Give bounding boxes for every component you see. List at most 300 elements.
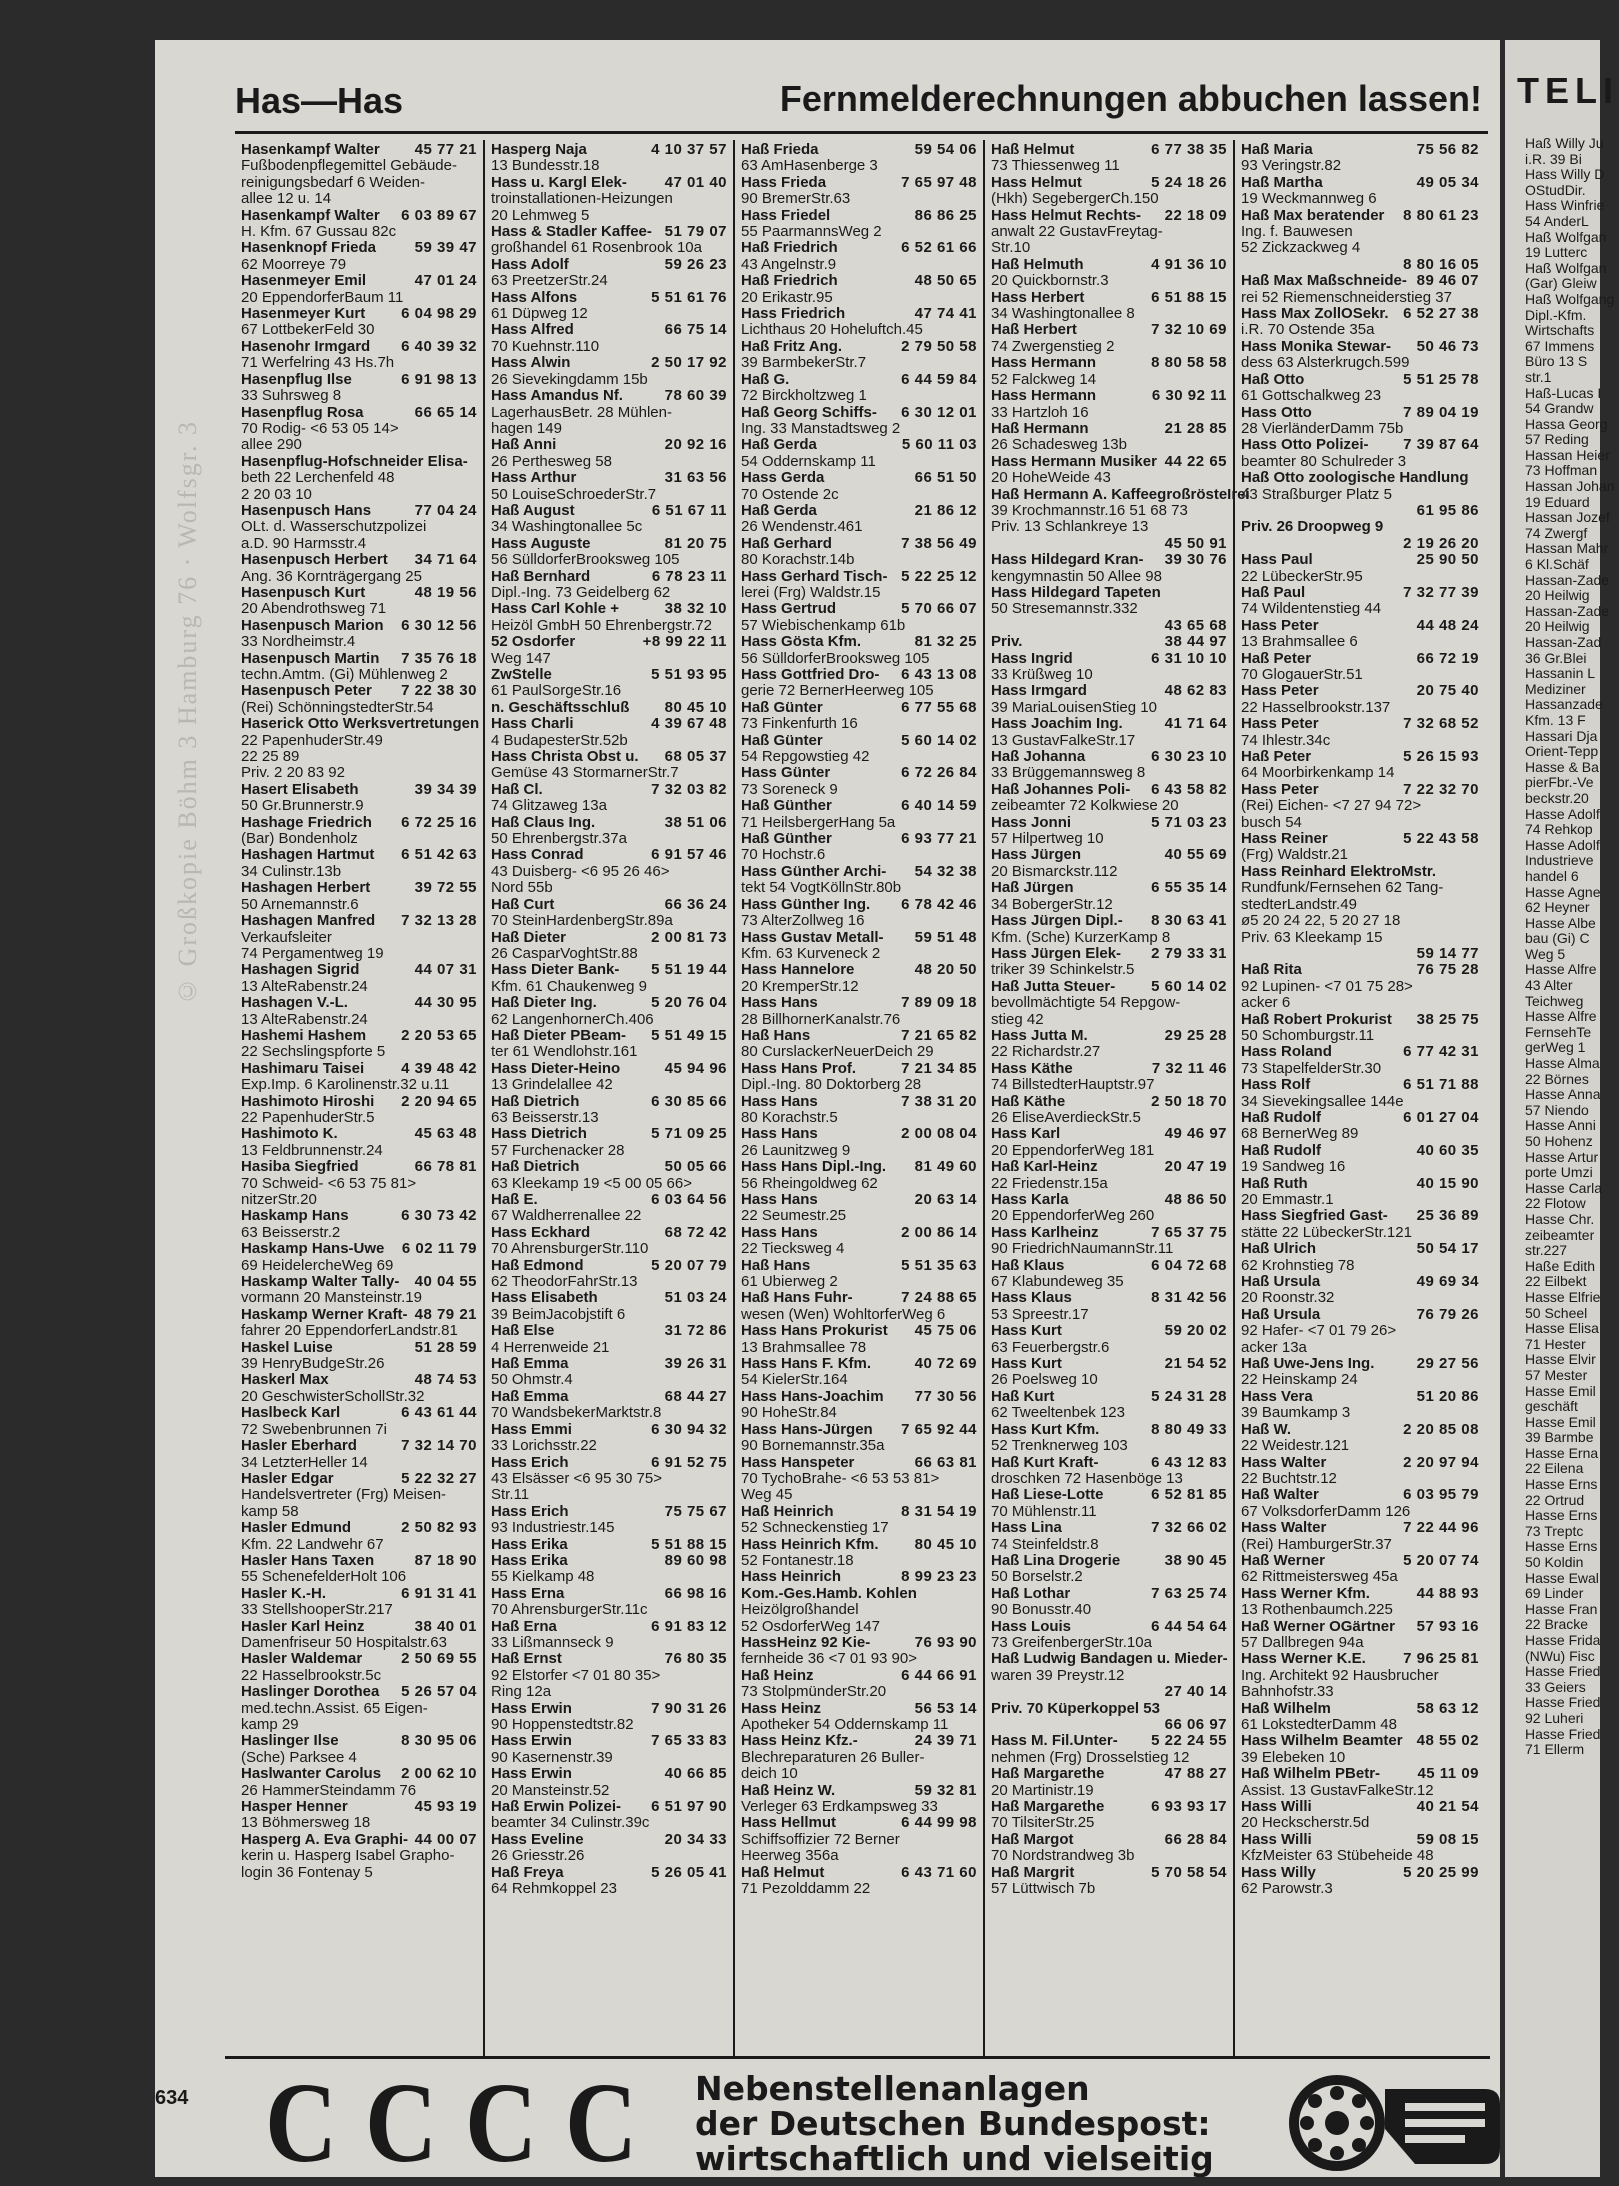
listing-name: Haß Johannes Poli- <box>991 780 1131 798</box>
listing-name: Haß Freya <box>491 1863 564 1881</box>
adjacent-page-line: Industrieve <box>1525 852 1594 869</box>
listing-detail: 20 Quickbornstr.3 <box>991 272 1109 290</box>
listing-entry <box>241 1340 477 1373</box>
listing-name: Hasenpflug-Hofschneider Elisa- <box>241 452 468 470</box>
listing-name: Haß Edmond <box>491 1256 584 1274</box>
listing-entry <box>1241 683 1479 716</box>
adjacent-page-line: (NWu) Fisc <box>1525 1647 1595 1664</box>
listing-entry <box>241 1094 477 1127</box>
listing-phone-number: 39 72 55 <box>414 879 477 897</box>
listing-name: Haß Maria <box>1241 141 1313 158</box>
listing-entry <box>241 552 477 585</box>
listing-phone-number: 6 01 27 04 <box>1403 1108 1479 1126</box>
listing-phone-number: 5 22 32 27 <box>401 1469 477 1487</box>
adjacent-page-line: 50 Scheel <box>1525 1304 1588 1321</box>
listing-detail: H. Kfm. 67 Gussau 82c <box>241 223 397 241</box>
listing-detail: acker 6 <box>1241 994 1291 1012</box>
adjacent-page-line: Orient-Tepp <box>1525 743 1599 760</box>
listing-detail: 63 AmHasenberge 3 <box>741 157 878 175</box>
listing-detail: 26 Perthesweg 58 <box>491 452 612 470</box>
listing-detail: 43 Duisberg- <6 95 26 46> <box>491 862 670 880</box>
listing-detail: 22 Hasselbrookstr.5c <box>241 1666 382 1684</box>
listing-detail: 50 Ohmstr.4 <box>491 1371 573 1389</box>
listing-entry <box>991 1619 1227 1652</box>
listing-phone-number: 5 22 24 55 <box>1151 1732 1227 1750</box>
listing-name: Haß Wilhelm <box>1241 1699 1331 1717</box>
listing-phone-number: 6 91 31 41 <box>401 1584 477 1602</box>
listing-phone-number: 6 77 42 31 <box>1403 1043 1479 1061</box>
listing-entry <box>241 339 477 372</box>
adjacent-page-line: 62 Heyner <box>1525 899 1590 916</box>
listing-name: Hass Otto <box>1241 403 1312 421</box>
listing-phone-number: 2 00 81 73 <box>651 928 727 946</box>
listing-name: Haß Helmuth <box>991 255 1084 273</box>
listing-detail: 26 Griesstr.26 <box>491 1847 585 1865</box>
listing-detail: busch 54 <box>1241 813 1302 831</box>
ad-letter: C <box>565 2058 638 2186</box>
listing-name: Haß Lothar <box>991 1584 1071 1602</box>
listing-entry <box>991 1061 1227 1094</box>
adjacent-page-line: Büro 13 S <box>1525 353 1588 370</box>
listing-name: Hass Erich <box>491 1502 569 1520</box>
listing-name: Hasler K.-H. <box>241 1584 327 1602</box>
listing-name: Hass Hildegard Tapeten <box>991 583 1161 601</box>
listing-entry <box>991 421 1227 454</box>
listing-detail: Priv. 13 Schlankreye 13 <box>991 518 1149 536</box>
listing-phone-number: 6 93 77 21 <box>901 830 977 848</box>
listing-name: Hass Karla <box>991 1191 1069 1208</box>
listing-phone-number: 7 32 66 02 <box>1151 1519 1227 1537</box>
listing-entry <box>741 634 977 667</box>
listing-detail: 73 Soreneck 9 <box>741 780 838 798</box>
listing-detail: 33 StellshooperStr.217 <box>241 1601 393 1619</box>
listing-entry <box>741 536 977 569</box>
listing-name: Haß Hermann <box>991 419 1089 437</box>
adjacent-page-line: zeibeamter <box>1525 1226 1595 1243</box>
listing-detail: (Bar) Bondenholz <box>241 830 358 848</box>
listing-entry <box>741 1865 977 1898</box>
listing-name: Hass Heinrich <box>741 1568 842 1586</box>
listing-name: Hasenkampf Walter <box>241 206 380 224</box>
listing-name: Haß August <box>491 501 575 519</box>
listing-phone-number: 78 60 39 <box>664 387 727 405</box>
listing-detail: 62 Parowstr.3 <box>1241 1880 1333 1898</box>
listing-phone-number: 49 05 34 <box>1416 173 1479 191</box>
listing-phone-number: 6 51 71 88 <box>1403 1076 1479 1094</box>
listing-detail: waren 39 Preystr.12 <box>991 1666 1125 1684</box>
listing-detail: 50 Schomburgstr.11 <box>1241 1026 1375 1044</box>
adjacent-page-line: Haß Wolfgan <box>1525 228 1607 245</box>
listing-phone-number <box>1223 1701 1227 1717</box>
listing-name: Hasenmeyer Emil <box>241 272 367 290</box>
adjacent-page-line: Mediziner <box>1525 680 1586 697</box>
listing-phone-number: 38 90 45 <box>1164 1551 1227 1569</box>
listing-name: Haß Margarethe <box>991 1798 1105 1816</box>
listing-entry <box>241 208 477 241</box>
listing-name: Haß Emma <box>491 1355 569 1373</box>
listing-name: n. Geschäftsschluß <box>491 698 630 716</box>
listing-detail: Ing. f. Bauwesen <box>1241 223 1353 241</box>
listing-detail: 57 Furchenacker 28 <box>491 1141 625 1159</box>
listing-entry <box>1241 1143 1479 1176</box>
listing-name: Hass Reinhard ElektroMstr. <box>1241 862 1437 880</box>
listing-entry <box>1241 273 1479 306</box>
ad-line: Nebenstellenanlagen <box>695 2069 1090 2108</box>
listing-phone-number: 7 65 97 48 <box>901 173 977 191</box>
listing-name: Haß Georg Schiffs- <box>741 403 877 421</box>
listing-detail: 70 Kuehnstr.110 <box>491 337 600 355</box>
listing-detail: 20 Erikastr.95 <box>741 288 833 306</box>
listing-phone-number: 48 62 83 <box>1164 682 1227 700</box>
listing-entry <box>991 322 1227 355</box>
listing-name: Hasler Waldemar <box>241 1650 363 1668</box>
adjacent-page-line: i.R. 39 Bi <box>1525 150 1582 167</box>
listing-name: Hasperg A. Eva Graphi- <box>241 1830 408 1848</box>
ad-letter: C <box>265 2058 338 2186</box>
listing-detail: 67 VolksdorferDamm 126 <box>1241 1502 1411 1520</box>
listing-name: Hass Hannelore <box>741 961 855 979</box>
listing-detail: kengymnastin 50 Allee 98 <box>991 567 1162 585</box>
listing-entry <box>1241 1110 1479 1143</box>
listing-entry <box>991 388 1227 421</box>
adjacent-page-line: Hasse Erns <box>1525 1476 1598 1493</box>
listing-name: Hass Eckhard <box>491 1223 591 1241</box>
listing-entry <box>241 1438 477 1471</box>
listing-entry <box>241 1061 477 1094</box>
listing-entry <box>991 1651 1227 1684</box>
listing-phone-number: 7 22 38 30 <box>401 682 477 700</box>
adjacent-page-line: Hasse Elisa <box>1525 1320 1599 1337</box>
listing-column-3 <box>735 140 985 2058</box>
listing-entry <box>491 1701 727 1734</box>
listing-entry <box>491 1356 727 1389</box>
listing-entry <box>491 569 727 602</box>
listing-name: Haß W. <box>1241 1420 1292 1438</box>
listing-name: Haß Dieter Ing. <box>491 994 597 1012</box>
listing-phone-number: 39 34 39 <box>414 780 477 798</box>
listing-phone-number: 7 32 03 82 <box>651 780 727 798</box>
listing-entry <box>741 798 977 831</box>
adjacent-page-line: Hassan Jozef <box>1525 509 1610 526</box>
listing-column-5 <box>1235 140 1485 2058</box>
listing-name: Hass Erwin <box>491 1699 572 1717</box>
listing-name: Hass Hermann <box>991 354 1097 372</box>
listing-detail: 43 Elsässer <6 95 30 75> <box>491 1469 662 1487</box>
listing-phone-number: 6 51 88 15 <box>1151 288 1227 306</box>
listing-phone-number: 40 66 85 <box>664 1765 727 1783</box>
listing-phone-number: 6 44 99 98 <box>901 1814 977 1832</box>
listing-entry <box>991 1356 1227 1389</box>
listing-phone-number: 7 22 32 70 <box>1403 780 1479 798</box>
listing-name: Hass Friedrich <box>741 305 846 323</box>
listing-entry <box>991 175 1227 208</box>
listing-name: Haß Heinz W. <box>741 1781 836 1799</box>
listing-phone-number: 87 18 90 <box>414 1551 477 1569</box>
listing-name: Hass Jürgen Dipl.- <box>991 912 1123 930</box>
listing-phone-number: 7 65 92 44 <box>901 1420 977 1438</box>
listing-phone-number: 43 65 68 <box>1164 616 1227 634</box>
listing-detail: 92 Hafer- <7 01 79 26> <box>1241 1322 1397 1340</box>
listing-column-2 <box>485 140 735 2058</box>
listing-name: Haß Cl. <box>491 780 543 798</box>
listing-name: Hass Vera <box>1241 1387 1313 1405</box>
listing-entry <box>491 1323 727 1356</box>
listing-phone-number: 61 95 86 <box>1416 501 1479 519</box>
listing-entry <box>491 749 727 782</box>
listing-entry <box>741 1126 977 1159</box>
listing-detail: 20 Abendrothsweg 71 <box>241 600 387 618</box>
listing-detail: 22 Sechslingspforte 5 <box>241 1043 386 1061</box>
listing-detail: 74 Zwergenstieg 2 <box>991 337 1115 355</box>
listing-name: Hass Herbert <box>991 288 1085 306</box>
listing-detail: 26 HammerSteindamm 76 <box>241 1781 417 1799</box>
listing-entry <box>741 306 977 339</box>
listing-entry <box>991 257 1227 290</box>
listing-phone-number: +8 99 22 11 <box>642 633 727 651</box>
listing-detail: 50 LouiseSchroederStr.7 <box>491 485 657 503</box>
listing-detail: beamter 80 Schulreder 3 <box>1241 452 1407 470</box>
listing-detail: Dipl.-Ing. 73 Geidelberg 62 <box>491 583 671 601</box>
listing-phone-number: 6 40 14 59 <box>901 797 977 815</box>
listing-phone-number: 50 54 17 <box>1416 1240 1479 1258</box>
listing-phone-number: 51 03 24 <box>664 1289 727 1307</box>
listing-entry <box>1241 1701 1479 1734</box>
listing-phone-number: 2 20 94 65 <box>401 1092 477 1110</box>
listing-detail: 4 Herrenweide 21 <box>491 1338 610 1356</box>
adjacent-page-line: 74 Zwergf <box>1525 524 1588 541</box>
listing-entry <box>991 1832 1227 1865</box>
listing-detail: med.techn.Assist. 65 Eigen- <box>241 1699 428 1717</box>
listing-detail: 19 Weckmannweg 6 <box>1241 190 1377 208</box>
listing-columns <box>235 140 1485 2058</box>
listing-entry <box>1241 962 1479 1011</box>
listing-entry <box>241 715 480 782</box>
listing-detail: 62 Tweeltenbek 123 <box>991 1404 1125 1422</box>
listing-detail: 56 SülldorferBrooksweg 105 <box>491 551 680 569</box>
listing-detail: 64 Moorbirkenkamp 14 <box>1241 764 1395 782</box>
listing-phone-number: 20 92 16 <box>664 436 727 454</box>
listing-column-1 <box>235 140 485 2058</box>
adjacent-page-line: 73 Treptc <box>1525 1522 1584 1539</box>
listing-name: Hass Frieda <box>741 173 827 191</box>
listing-phone-number: 45 50 91 <box>1164 534 1227 552</box>
listing-entry <box>991 1766 1227 1799</box>
listing-detail: 33 Brüggemannsweg 8 <box>991 764 1146 782</box>
listing-detail: 13 Feldbrunnenstr.24 <box>241 1141 383 1159</box>
listing-entry <box>741 339 977 372</box>
listing-entry <box>1241 1455 1479 1488</box>
listing-detail: 69 HeidelercheWeg 69 <box>241 1256 394 1274</box>
listing-detail: (Rei) HamburgerStr.37 <box>1241 1535 1392 1553</box>
listing-phone-number: 40 04 55 <box>414 1273 477 1291</box>
ad-line: wirtschaftlich und vielseitig <box>695 2139 1214 2178</box>
adjacent-page-line: pierFbr.-Ve <box>1525 774 1594 791</box>
listing-phone-number <box>473 454 477 470</box>
listing-phone-number: 75 75 67 <box>664 1502 727 1520</box>
listing-entry <box>741 142 977 175</box>
listing-entry <box>491 1422 727 1455</box>
listing-name: Haß Günther <box>741 830 832 848</box>
listing-detail: 70 Nordstrandweg 3b <box>991 1847 1135 1865</box>
listing-phone-number: 66 65 14 <box>414 403 477 421</box>
listing-name: Hasert Elisabeth <box>241 780 359 798</box>
listing-name: Hass Rolf <box>1241 1076 1311 1094</box>
adjacent-page-line: beckstr.20 <box>1525 789 1589 806</box>
listing-detail: 33 Lorichsstr.22 <box>491 1437 597 1455</box>
adjacent-page-line: 54 AnderL <box>1525 212 1589 229</box>
listing-detail: 74 Wildentenstieg 44 <box>1241 600 1382 618</box>
listing-phone-number: 6 40 39 32 <box>401 337 477 355</box>
listing-detail: 34 BobergerStr.12 <box>991 895 1113 913</box>
listing-entry <box>491 1832 727 1865</box>
listing-detail: 26 Launitzweg 9 <box>741 1141 851 1159</box>
listing-phone-number: 76 80 35 <box>664 1650 727 1668</box>
listing-name: Haslbeck Karl <box>241 1404 341 1422</box>
listing-detail: a.D. 90 Harmsstr.4 <box>241 534 367 552</box>
adjacent-page-line: Hasse Elfrie <box>1525 1288 1601 1305</box>
listing-phone-number: 7 90 31 26 <box>651 1699 727 1717</box>
listing-name: Haß Wilhelm PBetr- <box>1241 1765 1381 1783</box>
listing-phone-number: 2 20 85 08 <box>1403 1420 1479 1438</box>
listing-name: Hass Hans Prokurist <box>741 1322 888 1340</box>
adjacent-page-line: 71 Ellerm <box>1525 1741 1585 1758</box>
listing-detail: rei 52 Riemenschneiderstieg 37 <box>1241 288 1452 306</box>
listing-detail: 13 Böhmersweg 18 <box>241 1814 371 1832</box>
listing-detail: stätte 22 LübeckerStr.121 <box>1241 1223 1412 1241</box>
listing-phone-number: 6 30 73 42 <box>401 1207 477 1225</box>
listing-phone-number: 6 02 11 79 <box>401 1240 477 1258</box>
listing-detail: 13 Grindelallee 42 <box>491 1076 613 1094</box>
listing-detail: 73 StolpmünderStr.20 <box>741 1683 887 1701</box>
listing-phone-number: 29 25 28 <box>1164 1026 1227 1044</box>
ad-text <box>695 2071 1214 2176</box>
listing-name: Hass Günter <box>741 764 831 782</box>
adjacent-page-line: Hasse Anna <box>1525 1086 1601 1103</box>
listing-entry <box>741 470 977 503</box>
listing-entry <box>741 1668 977 1701</box>
listing-name: Hass Peter <box>1241 682 1319 700</box>
listing-phone-number: 39 30 76 <box>1164 551 1227 569</box>
listing-detail: 20 Mansteinstr.52 <box>491 1781 610 1799</box>
listing-name: Hasenpusch Hans <box>241 501 372 519</box>
listing-phone-number: 22 18 09 <box>1164 206 1227 224</box>
listing-phone-number: 56 53 14 <box>914 1699 977 1717</box>
listing-entry <box>491 847 727 896</box>
listing-name: Hasler Edgar <box>241 1469 334 1487</box>
listing-phone-number: 76 79 26 <box>1416 1305 1479 1323</box>
listing-entry <box>491 1028 727 1061</box>
listing-phone-number: 29 27 56 <box>1416 1355 1479 1373</box>
listing-detail: Kfm. 22 Landwehr 67 <box>241 1535 384 1553</box>
listing-entry <box>491 503 727 536</box>
listing-detail: 20 HoheWeide 43 <box>991 469 1111 487</box>
listing-detail: 22 Tiecksweg 4 <box>741 1240 845 1258</box>
listing-entry <box>991 618 1227 634</box>
listing-name: Haß Ursula <box>1241 1305 1321 1323</box>
listing-name: Haskerl Max <box>241 1371 329 1389</box>
listing-entry <box>241 782 477 815</box>
adjacent-page-line: Hasse Alfre <box>1525 1008 1597 1025</box>
adjacent-page-line: 22 Ortrud <box>1525 1491 1585 1508</box>
listing-detail: acker 13a <box>1241 1338 1307 1356</box>
listing-phone-number: 2 20 53 65 <box>401 1026 477 1044</box>
listing-detail: 22 LübeckerStr.95 <box>1241 567 1363 585</box>
listing-name: Haskamp Hans-Uwe <box>241 1240 385 1258</box>
listing-entry <box>1241 1012 1479 1045</box>
listing-entry <box>1241 1208 1479 1241</box>
listing-entry <box>1241 1865 1479 1898</box>
listing-entry <box>241 1586 477 1619</box>
listing-name: HassHeinz 92 Kie- <box>741 1633 871 1651</box>
listing-entry <box>491 1094 727 1127</box>
listing-detail: 20 Roonstr.32 <box>1241 1289 1335 1307</box>
listing-name: Hass Heinrich Kfm. <box>741 1535 879 1553</box>
listing-phone-number: 8 80 16 05 <box>1403 255 1479 273</box>
listing-name: Haskamp Werner Kraft- <box>241 1305 408 1323</box>
listing-phone-number: 34 71 64 <box>414 551 477 569</box>
listing-detail: Kfm. 61 Chaukenweg 9 <box>491 977 647 995</box>
listing-detail: 20 Lehmweg 5 <box>491 206 590 224</box>
listing-name: Hass Conrad <box>491 846 584 864</box>
listing-name: Hass Charli <box>491 715 574 733</box>
listing-entry <box>241 683 477 716</box>
listing-phone-number: 59 08 15 <box>1416 1830 1479 1848</box>
listing-entry <box>1241 175 1479 208</box>
listing-entry <box>741 208 977 241</box>
listing-name: Haß Margarethe <box>991 1765 1105 1783</box>
listing-detail: 80 CurslackerNeuerDeich 29 <box>741 1043 934 1061</box>
adjacent-page-line: 36 Gr.Blei <box>1525 649 1587 666</box>
listing-name: Hass Louis <box>991 1617 1072 1635</box>
adjacent-page-line: 19 Lutterc <box>1525 244 1588 261</box>
listing-name: Haß Heinz <box>741 1666 814 1684</box>
listing-name: Hass Otto Polizei- <box>1241 436 1369 454</box>
listing-entry <box>741 831 977 864</box>
listing-detail: 92 Elstorfer <7 01 80 35> <box>491 1666 661 1684</box>
listing-entry <box>241 1028 477 1061</box>
listing-detail: 68 BernerWeg 89 <box>1241 1125 1359 1143</box>
listing-entry <box>741 1159 977 1192</box>
listing-phone-number: 4 39 48 42 <box>401 1059 477 1077</box>
listing-detail: 57 Hilpertweg 10 <box>991 830 1104 848</box>
listing-phone-number: 7 38 31 20 <box>901 1092 977 1110</box>
listing-detail: Nord 55b <box>491 879 553 897</box>
listing-detail: 20 EppendorferBaum 11 <box>241 288 404 306</box>
listing-entry <box>991 1487 1227 1520</box>
listing-name: Haß Helmut <box>991 141 1075 158</box>
listing-name: Haß Peter <box>1241 748 1312 766</box>
listing-name: Haß Günter <box>741 731 823 749</box>
listing-phone-number: 49 46 97 <box>1164 1125 1227 1143</box>
listing-entry <box>1241 1766 1479 1799</box>
listing-name: Hass Kurt Kfm. <box>991 1420 1100 1438</box>
adjacent-page-line: Hasse Agne <box>1525 883 1601 900</box>
listing-entry <box>491 700 727 716</box>
listing-entry <box>491 1733 727 1766</box>
listing-phone-number: 8 30 63 41 <box>1151 912 1227 930</box>
listing-name: Hass Erwin <box>491 1732 572 1750</box>
listing-phone-number: 6 30 94 32 <box>651 1420 727 1438</box>
listing-phone-number: 6 52 81 85 <box>1151 1486 1227 1504</box>
adjacent-page-line: Hasse & Ba <box>1525 758 1599 775</box>
listing-phone-number: 45 93 19 <box>414 1798 477 1816</box>
listing-name: Haslinger Ilse <box>241 1732 339 1750</box>
listing-detail: tekt 54 VogtKöllnStr.80b <box>741 879 902 897</box>
listing-name: Haß Dietrich <box>491 1158 580 1176</box>
listing-phone-number: 2 50 82 93 <box>401 1519 477 1537</box>
adjacent-page-line: Hassari Dja <box>1525 727 1598 744</box>
listing-name: Hass & Stadler Kaffee- <box>491 223 652 241</box>
